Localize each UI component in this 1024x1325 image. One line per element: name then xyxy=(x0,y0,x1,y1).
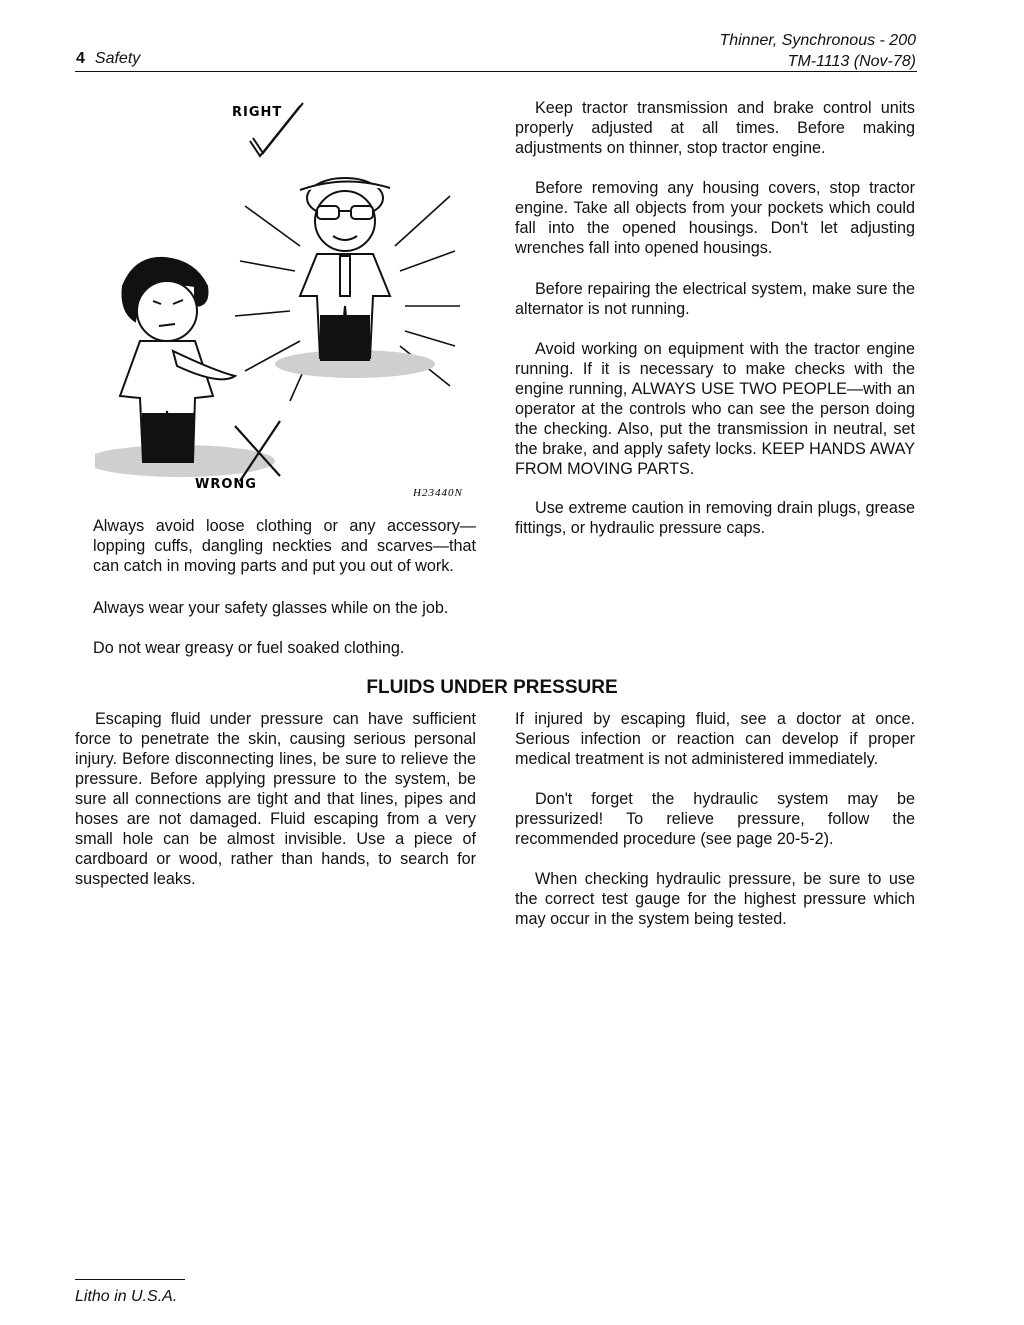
document-code: TM-1113 (Nov-78) xyxy=(787,53,916,70)
paragraph-loose-clothing: Always avoid loose clothing or any accessory—lopping cuffs, dangling neckties and scarves—that can catch in moving parts and put you out of work. xyxy=(93,517,476,575)
paragraph-pressurized: Don't forget the hydraulic system may be pressurized! To relieve pressure, follow the recommended procedure (see page 20-5-2). xyxy=(515,790,915,848)
paragraph-electrical: Before repairing the electrical system, make sure the alternator is not running. xyxy=(515,280,915,318)
paragraph-injured: If injured by escaping fluid, see a doctor at once. Serious infection or reaction can develop if proper medical treatment is not administered immediately. xyxy=(515,710,915,768)
section-name: Safety xyxy=(94,50,141,67)
footer-rule xyxy=(75,1279,185,1280)
illustration-code: H23440N xyxy=(413,487,463,499)
label-wrong: WRONG xyxy=(195,477,257,492)
page-header-left xyxy=(76,50,140,68)
footer-text: Litho in U.S.A. xyxy=(75,1288,178,1305)
paragraph-safety-glasses: Always wear your safety glasses while on the job. xyxy=(93,599,449,617)
cartoon-figures xyxy=(95,96,485,506)
paragraph-drain-plugs: Use extreme caution in removing drain plugs, grease fittings, or hydraulic pressure caps. xyxy=(515,499,915,537)
paragraph-greasy-clothing: Do not wear greasy or fuel soaked clothing. xyxy=(93,639,405,657)
paragraph-test-gauge: When checking hydraulic pressure, be sure to use the correct test gauge for the highest pressure which may occur in the system being tested. xyxy=(515,870,915,928)
safety-clothing-illustration xyxy=(95,96,485,506)
page-number: 4 xyxy=(76,50,85,67)
paragraph-housing-covers: Before removing any housing covers, stop tractor engine. Take all objects from your pockets which could fall into the opened housings. Don't let adjusting wrenches fall into opened housings. xyxy=(515,179,915,257)
section-heading: FLUIDS UNDER PRESSURE xyxy=(366,677,618,698)
header-rule xyxy=(75,71,917,72)
document-title: Thinner, Synchronous - 200 xyxy=(719,32,916,49)
paragraph-escaping-fluid: Escaping fluid under pressure can have sufficient force to penetrate the skin, causing serious personal injury. Before disconnecting lines, be sure to relieve the pressure. Before applying pressure to the system, be sure all connections are tight and that lines, pipes and hoses are not damaged. Fluid escaping from a very small hole can be almost invisible. Use a piece of cardboard or wood, rather than hands, to search for suspected leaks. xyxy=(75,710,476,888)
page-header-right xyxy=(719,30,916,72)
paragraph-engine-running: Avoid working on equipment with the tractor engine running. If it is necessary to make checks with the engine running, ALWAYS USE TWO PEOPLE—with an operator at the controls who can see the person doing the checking. Also, put the transmission in neutral, set the brake, and apply safety locks. KEEP HANDS AWAY FROM MOVING PARTS. xyxy=(515,340,915,478)
label-right: RIGHT xyxy=(232,105,283,120)
paragraph-transmission: Keep tractor transmission and brake control units properly adjusted at all times. Before making adjustments on thinner, stop tractor engine. xyxy=(515,99,915,157)
